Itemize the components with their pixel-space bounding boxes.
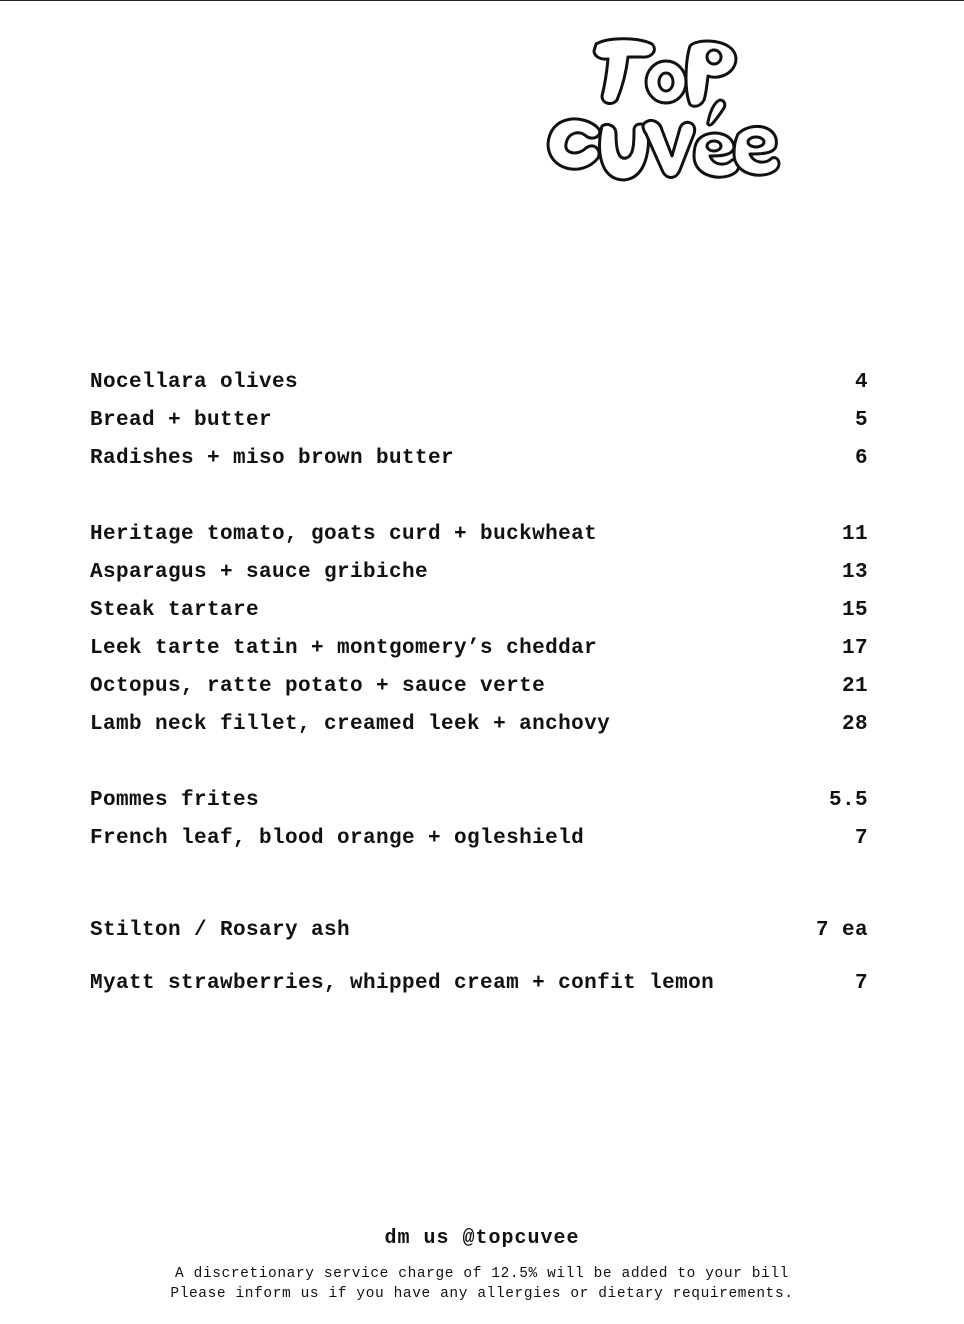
menu-item: [90, 712, 868, 736]
menu-item-price: 7: [854, 971, 868, 995]
menu-item: [90, 522, 868, 546]
menu-item-name: Heritage tomato, goats curd + buckwheat: [90, 522, 598, 546]
menu-item-price: 7: [854, 826, 868, 850]
menu-item-price: 21: [841, 674, 868, 698]
service-charge-note: A discretionary service charge of 12.5% will be added to your bill: [175, 1266, 789, 1282]
menu-item-price: 6: [854, 446, 868, 470]
menu-item-price: 5: [854, 408, 868, 432]
menu-item-price: 17: [841, 636, 868, 660]
menu-item-name: French leaf, blood orange + ogleshield: [90, 826, 585, 850]
menu-item-name: Myatt strawberries, whipped cream + confit lemon: [90, 971, 715, 995]
menu-item-price: 7 ea: [815, 918, 868, 942]
menu-item-name: Bread + butter: [90, 408, 273, 432]
menu-item: [90, 826, 868, 850]
top-cuvee-logo: [538, 30, 784, 190]
menu-item-price: 28: [841, 712, 868, 736]
top-border: [0, 0, 964, 1]
menu-item-name: Nocellara olives: [90, 370, 299, 394]
menu-item: [90, 636, 868, 660]
menu-item: [90, 560, 868, 584]
menu-item-name: Lamb neck fillet, creamed leek + anchovy: [90, 712, 611, 736]
menu-item: [90, 408, 868, 432]
menu-item-name: Pommes frites: [90, 788, 260, 812]
menu-item: [90, 788, 868, 812]
menu-item: [90, 971, 868, 995]
menu-item: [90, 446, 868, 470]
menu-item-price: 4: [854, 370, 868, 394]
menu-item-name: Radishes + miso brown butter: [90, 446, 455, 470]
menu-item-name: Asparagus + sauce gribiche: [90, 560, 429, 584]
menu-item-name: Leek tarte tatin + montgomery’s cheddar: [90, 636, 598, 660]
menu-item-price: 11: [841, 522, 868, 546]
menu-item-name: Stilton / Rosary ash: [90, 918, 351, 942]
menu-item-price: 5.5: [828, 788, 868, 812]
social-handle: dm us @topcuvee: [384, 1227, 580, 1250]
logo-graphic: [538, 30, 784, 190]
allergy-note: Please inform us if you have any allergies or dietary requirements.: [170, 1286, 794, 1302]
menu-item-name: Steak tartare: [90, 598, 260, 622]
menu-item-price: 13: [841, 560, 868, 584]
menu-item: [90, 598, 868, 622]
menu-item: [90, 370, 868, 394]
menu-item-price: 15: [841, 598, 868, 622]
menu-item-name: Octopus, ratte potato + sauce verte: [90, 674, 546, 698]
menu-item: [90, 918, 868, 942]
menu-item: [90, 674, 868, 698]
